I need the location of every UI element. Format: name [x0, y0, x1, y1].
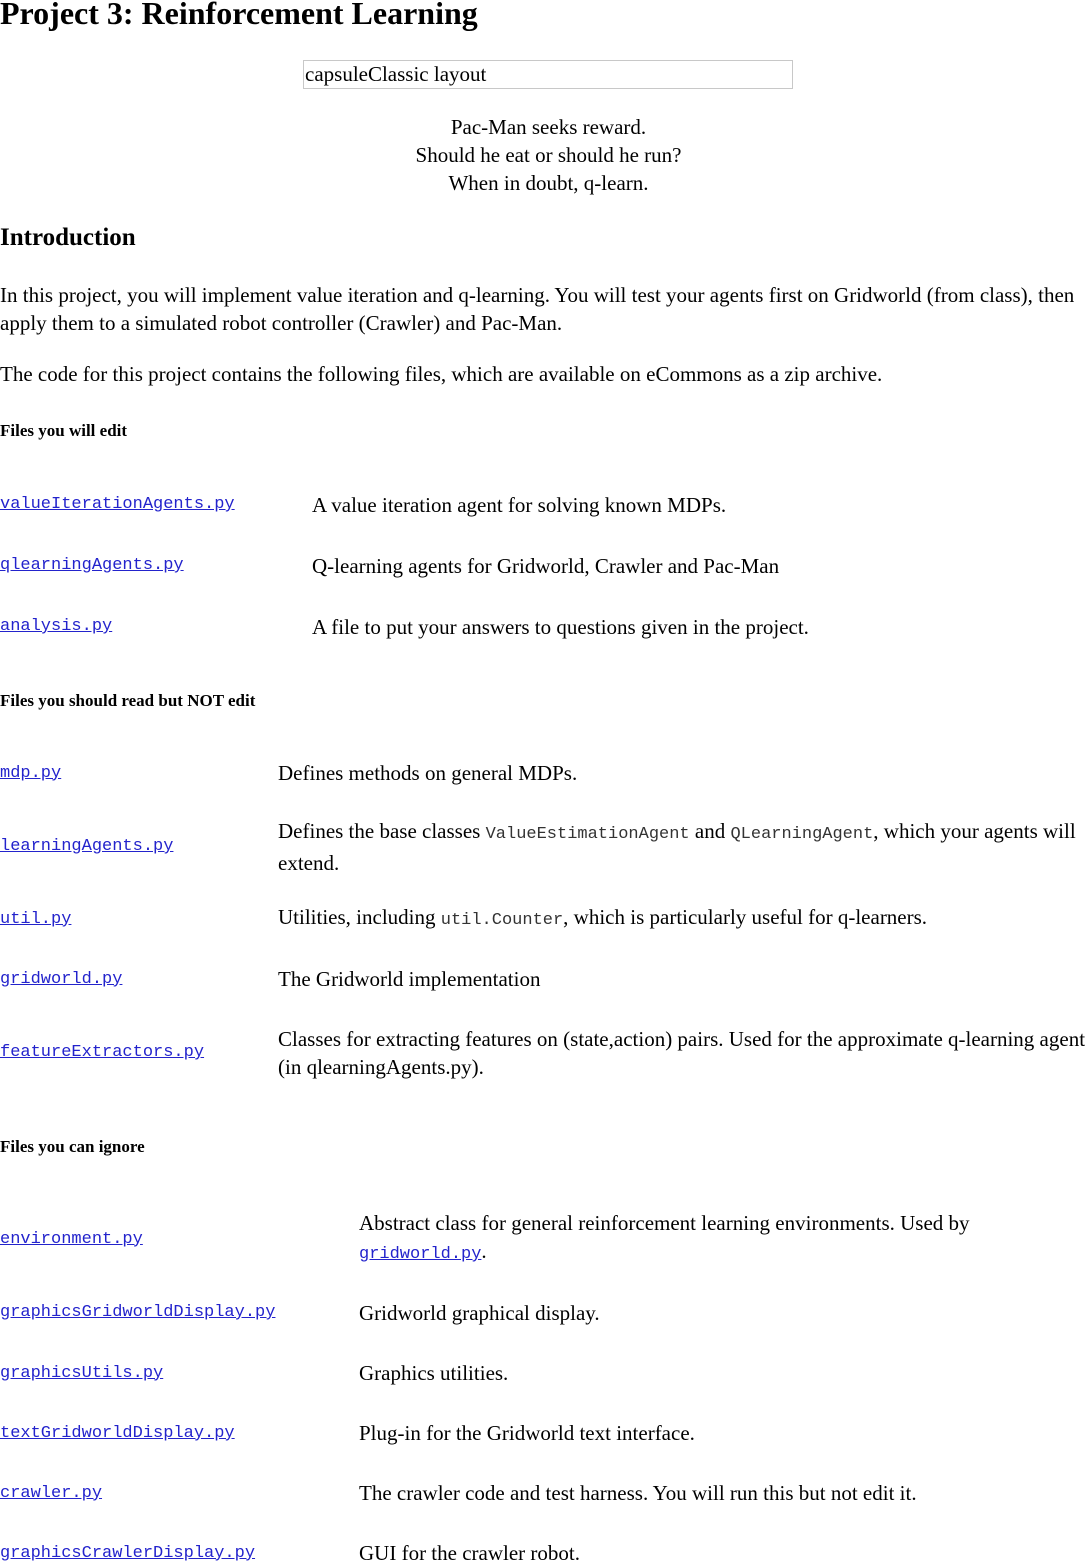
files-ignore-heading: Files you can ignore [0, 1137, 145, 1156]
file-link-learningAgents[interactable]: learningAgents.py [0, 837, 174, 856]
haiku-line-1: Pac-Man seeks reward. [450, 115, 647, 139]
files-read-heading: Files you should read but NOT edit [0, 691, 256, 710]
table-row [0, 1196, 1090, 1282]
file-description: GUI for the crawler robot. [359, 1541, 580, 1561]
intro-paragraph: In this project, you will implement value iteration and q-learning. You will test your agents first on Gridworld (from class), then apply them to a simulated robot controller (Crawler) and Pac-Man. [0, 283, 1075, 335]
haiku [0, 113, 1090, 197]
desc-text: and [689, 818, 731, 843]
files-read-table [0, 743, 1090, 1095]
file-link-mdp[interactable]: mdp.py [0, 763, 62, 783]
table-row [0, 1010, 1090, 1095]
file-link-graphicsGridworldDisplay[interactable]: graphicsGridworldDisplay.py [0, 1303, 276, 1322]
file-description: Classes for extracting features on (state,action) pairs. Used for the approximate q-learning agent (in qlearningAgents.py). [278, 1026, 1086, 1079]
inline-link-gridworld[interactable]: gridworld.py [359, 1245, 482, 1264]
file-description: Q-learning agents for Gridworld, Crawler and Pac-Man [312, 553, 780, 578]
file-link-environment[interactable]: environment.py [0, 1229, 143, 1249]
files-intro-paragraph: The code for this project contains the following files, which are available on eCommons as a zip archive. [0, 362, 883, 386]
desc-text: Defines the base classes [278, 818, 486, 843]
desc-text: , which your agents will extend. [278, 818, 1076, 875]
file-description: Graphics utilities. [359, 1361, 509, 1385]
file-description: The crawler code and test harness. You will run this but not edit it. [359, 1481, 917, 1505]
table-row [0, 1282, 1090, 1343]
table-row [0, 948, 1090, 1010]
table-row [0, 474, 809, 535]
table-row [0, 743, 1090, 803]
file-link-gridworld[interactable]: gridworld.py [0, 969, 123, 989]
desc-text: Abstract class for general reinforcement learning environments. Used by [359, 1211, 970, 1235]
page-title: Project 3: Reinforcement Learning [0, 0, 478, 31]
desc-text: . [481, 1239, 487, 1263]
file-link-graphicsCrawlerDisplay[interactable]: graphicsCrawlerDisplay.py [0, 1543, 256, 1561]
table-row [0, 535, 809, 596]
table-row [0, 1463, 1090, 1523]
haiku-line-2: Should he eat or should he run? [415, 143, 682, 167]
file-description: Plug-in for the Gridworld text interface. [359, 1421, 695, 1445]
file-link-valueIterationAgents[interactable]: valueIterationAgents.py [0, 495, 235, 514]
file-description: Defines methods on general MDPs. [278, 761, 578, 785]
file-link-textGridworldDisplay[interactable]: textGridworldDisplay.py [0, 1423, 235, 1443]
intro-heading: Introduction [0, 224, 136, 251]
file-link-qlearningAgents[interactable]: qlearningAgents.py [0, 556, 184, 575]
table-row [0, 1343, 1090, 1403]
file-link-crawler[interactable]: crawler.py [0, 1483, 103, 1503]
files-edit-heading: Files you will edit [0, 421, 128, 440]
file-link-util[interactable]: util.py [0, 909, 72, 929]
file-link-featureExtractors[interactable]: featureExtractors.py [0, 1043, 205, 1062]
haiku-line-3: When in doubt, q-learn. [448, 171, 649, 195]
file-description: Gridworld graphical display. [359, 1300, 600, 1325]
file-description: A value iteration agent for solving known MDPs. [312, 492, 727, 517]
layout-image-placeholder: capsuleClassic layout [303, 60, 793, 89]
file-description [278, 803, 1090, 890]
file-description: The Gridworld implementation [278, 967, 541, 991]
inline-code: ValueEstimationAgent [485, 824, 690, 844]
file-description [359, 1196, 1090, 1282]
inline-code: util.Counter [440, 911, 564, 930]
file-link-analysis[interactable]: analysis.py [0, 617, 113, 636]
table-row [0, 1523, 1090, 1561]
file-description: A file to put your answers to questions given in the project. [312, 614, 809, 639]
desc-text: Utilities, including [278, 905, 441, 929]
table-row [0, 1403, 1090, 1463]
files-ignore-table [0, 1196, 1090, 1561]
files-edit-table [0, 474, 809, 657]
file-link-graphicsUtils[interactable]: graphicsUtils.py [0, 1363, 164, 1383]
desc-text: , which is particularly useful for q-learners. [563, 905, 928, 929]
table-row [0, 596, 809, 657]
inline-code: QLearningAgent [730, 824, 874, 844]
file-description [278, 890, 1090, 948]
table-row [0, 803, 1090, 890]
table-row [0, 890, 1090, 948]
